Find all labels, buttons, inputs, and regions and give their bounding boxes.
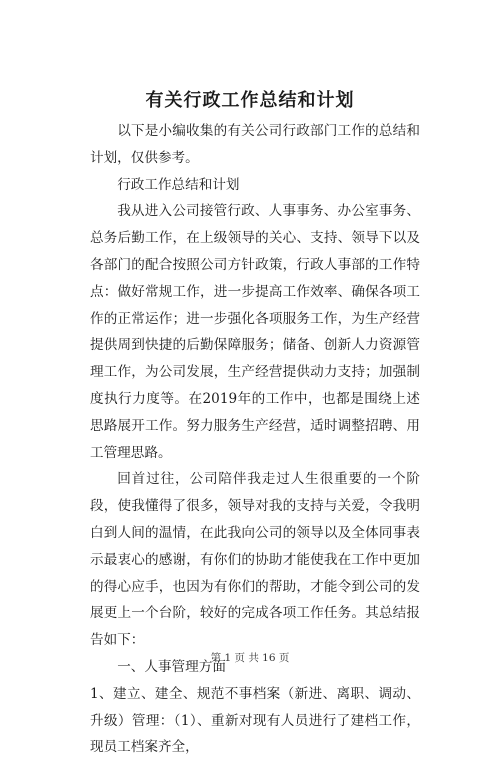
page-number-footer: 第 1 页 共 16 页 xyxy=(210,652,290,664)
section-heading: 行政工作总结和计划 xyxy=(117,176,240,193)
intro-paragraph: 以下是小编收集的有关公司行政部门工作的总结和计划，仅供参考。 xyxy=(90,123,420,166)
body-paragraph: 我从进入公司接管行政、人事事务、办公室事务、总务后勤工作，在上级领导的关心、支持、领导下以及各部门的配合按照公司方针政策，行政人事部的工作特点：做好常规工作，进一步提高工作效率、确保各项工作的正常运作；进一步强化各项服务工作，为生产经营提供周到快捷的后勤保障服务；储备、创新人力资源管理工作，为公司发展，生产经营提供动力支持；加强制度执行力度等。在2019年的工作中，也都是围绕上述思路展开工作。努力服务生产经营，适时调整招聘、用工管理思路。 xyxy=(90,203,420,461)
subsection-heading: 一、人事管理方面 xyxy=(117,658,226,675)
body-paragraph: 1、建立、建全、规范不事档案（新进、离职、调动、升级）管理：（1）、重新对现有人员进行了建档工作，现员工档案齐全， xyxy=(90,685,420,756)
body-paragraph: 回首过往，公司陪伴我走过人生很重要的一个阶段，使我懂得了很多，领导对我的支持与关爱，令我明白到人间的温情，在此我向公司的领导以及全体同事表示最衷心的感谢，有你们的协助才能使我在工作中更加的得心应手，也因为有你们的帮助，才能令到公司的发展更上一个台阶，较好的完成各项工作任务。其总结报告如下： xyxy=(90,471,420,649)
document-title: 有关行政工作总结和计划 xyxy=(145,90,355,111)
